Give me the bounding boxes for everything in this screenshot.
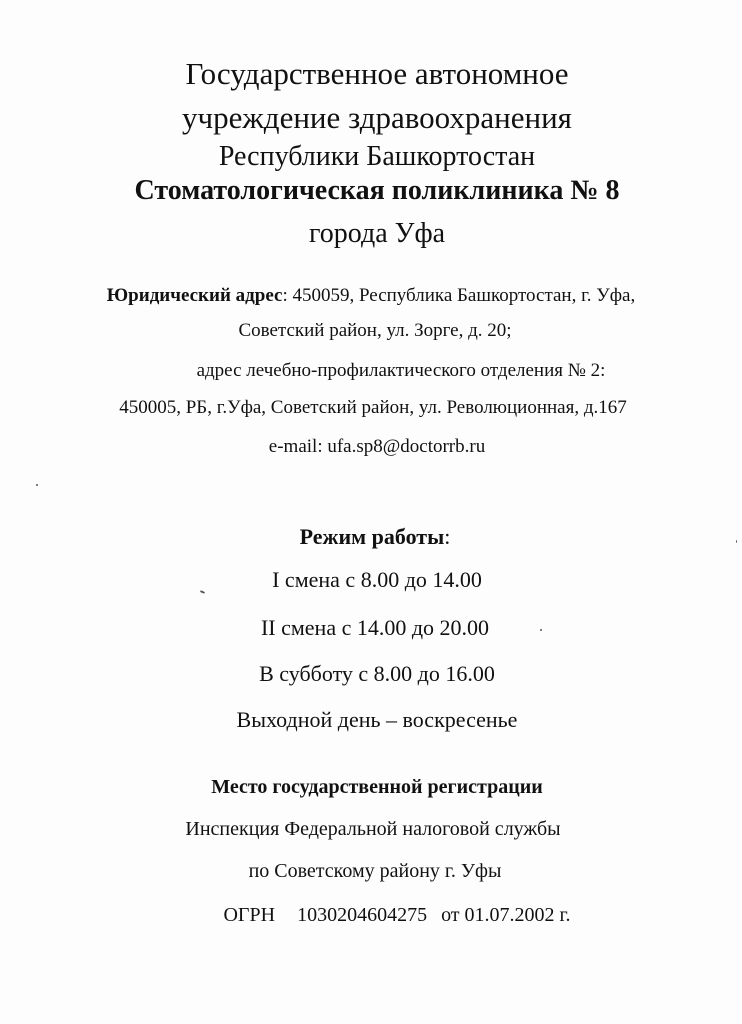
scan-speck	[540, 629, 542, 631]
clinic-name: Стоматологическая поликлиника № 8	[134, 175, 620, 206]
branch-address-line: 450005, РБ, г.Уфа, Советский район, ул. Революционная, д.167	[119, 397, 627, 418]
ogrn-label: ОГРН	[223, 904, 276, 926]
schedule-title	[4, 524, 742, 550]
legal-address-label: Юридический адрес	[106, 285, 283, 306]
header-city: города Уфа	[308, 218, 446, 249]
registration-title: Место государственной регистрации	[211, 776, 543, 798]
schedule-title-text: Режим работы	[299, 524, 445, 549]
schedule-shift-2: II смена с 14.00 до 20.00	[260, 615, 490, 640]
registration-line-2: по Советскому району г. Уфы	[248, 860, 502, 882]
schedule-shift-1: I смена с 8.00 до 14.00	[272, 567, 482, 592]
branch-address-label: адрес лечебно-профилактического отделения № 2:	[196, 360, 606, 381]
schedule-saturday: В субботу с 8.00 до 16.00	[259, 661, 495, 686]
legal-address-line	[0, 285, 742, 307]
header-line-2: учреждение здравоохранения	[182, 100, 572, 135]
schedule-title-suffix: :	[444, 524, 451, 549]
legal-address-line-2: Советский район, ул. Зорге, д. 20;	[238, 320, 512, 341]
scan-speck	[736, 540, 737, 543]
schedule-day-off: Выходной день – воскресенье	[236, 707, 518, 732]
registration-line-1: Инспекция Федеральной налоговой службы	[185, 818, 561, 840]
email-line: e-mail: ufa.sp8@doctorrb.ru	[268, 436, 486, 457]
ogrn-line	[26, 904, 742, 927]
ogrn-value: 1030204604275	[297, 904, 428, 926]
scan-speck	[36, 484, 38, 486]
ogrn-date: от 01.07.2002 г.	[441, 904, 571, 926]
legal-address-value: : 450059, Республика Башкортостан, г. Уфа,	[282, 285, 636, 306]
header-line-1: Государственное автономное	[185, 56, 569, 91]
header-line-3: Республики Башкортостан	[218, 141, 536, 172]
